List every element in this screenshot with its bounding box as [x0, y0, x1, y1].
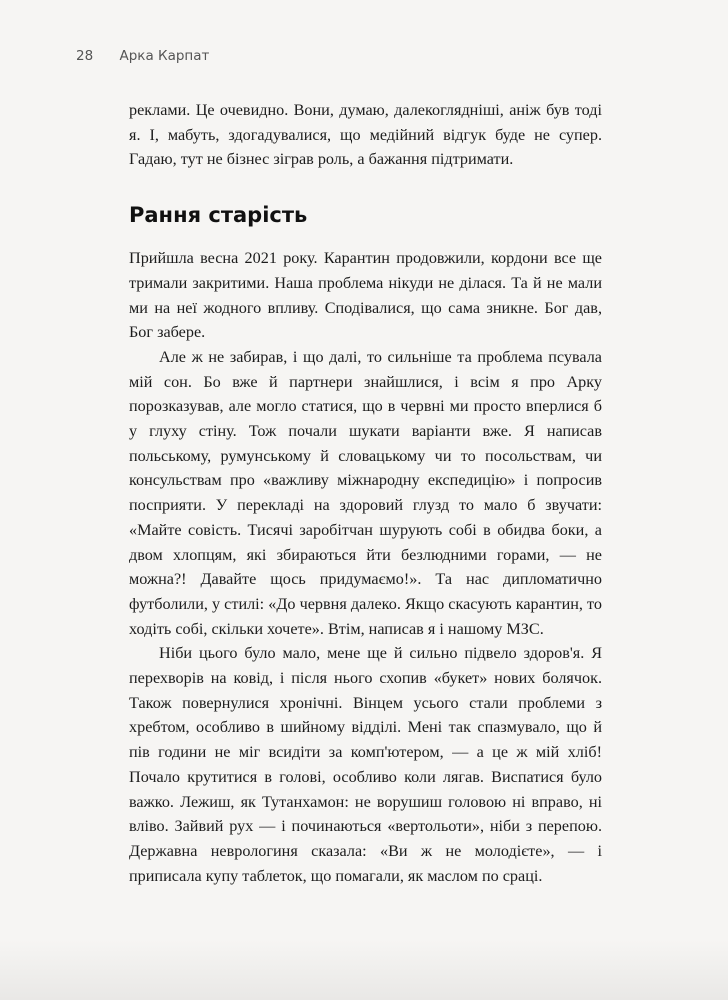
page-body: [129, 98, 602, 888]
paragraph-continued: реклами. Це очевидно. Вони, думаю, далекоглядніші, аніж був тоді я. І, мабуть, здогадувалися, що медійний відгук буде не супер. Гадаю, тут не бізнес зіграв роль, а бажання підтримати.: [129, 101, 602, 169]
book-title: Арка Карпат: [119, 48, 210, 64]
paragraph: Але ж не забирав, і що далі, то сильніше та проблема псувала мій сон. Бо вже й партнери знайшлися, і всім я про Арку порозказував, але могло статися, що в червні ми просто вперлися б у глуху стіну. Тож почали шукати варіанти вже. Я написав польському, румунському й словацькому чи то посольствам, чи консульствам про «важливу міжнародну експедицію» і попросив посприяти. У перекладі на здоровий глузд то мало б звучати: «Майте совість. Тисячі заробітчан шурують собі в обидва боки, а двом хлопцям, які збираються йти безлюдними горами, — не можна?! Давайте щось придумаємо!». Та нас дипломатично футболили, у стилі: «До червня далеко. Якщо скасують карантин, то ходіть собі, скільки хочете». Втім, написав я і нашому МЗС.: [129, 347, 602, 638]
paragraph: Ніби цього було мало, мене ще й сильно підвело здоров'я. Я перехворів на ковід, і після нього схопив «букет» нових болячок. Також повернулися хронічні. Вінцем усього стали проблеми з хребтом, особливо в шийному відділі. Мені так спазмувало, що й пів години не міг всидіти за комп'ютером, — а це ж мій хліб! Почало крутитися в голові, особливо коли лягав. Виспатися було важко. Лежиш, як Тутанхамон: не ворушиш головою ні вправо, ні вліво. Зайвий рух — і починаються «вертольоти», ніби з перепою. Державна неврологиня сказала: «Ви ж не молодієте», — і приписала купу таблеток, що помагали, як маслом по сраці.: [129, 644, 602, 885]
paragraph: Прийшла весна 2021 року. Карантин продовжили, кордони все ще тримали закритими. Наша проблема нікуди не ділася. Та й не мали ми на неї жодного впливу. Сподівалися, що сама зникне. Бог дав, Бог забере.: [129, 249, 602, 342]
running-head: [76, 48, 209, 64]
section-heading: Рання старість: [129, 203, 308, 228]
page-bottom-shadow: [0, 940, 728, 1000]
page-number: 28: [76, 48, 94, 64]
